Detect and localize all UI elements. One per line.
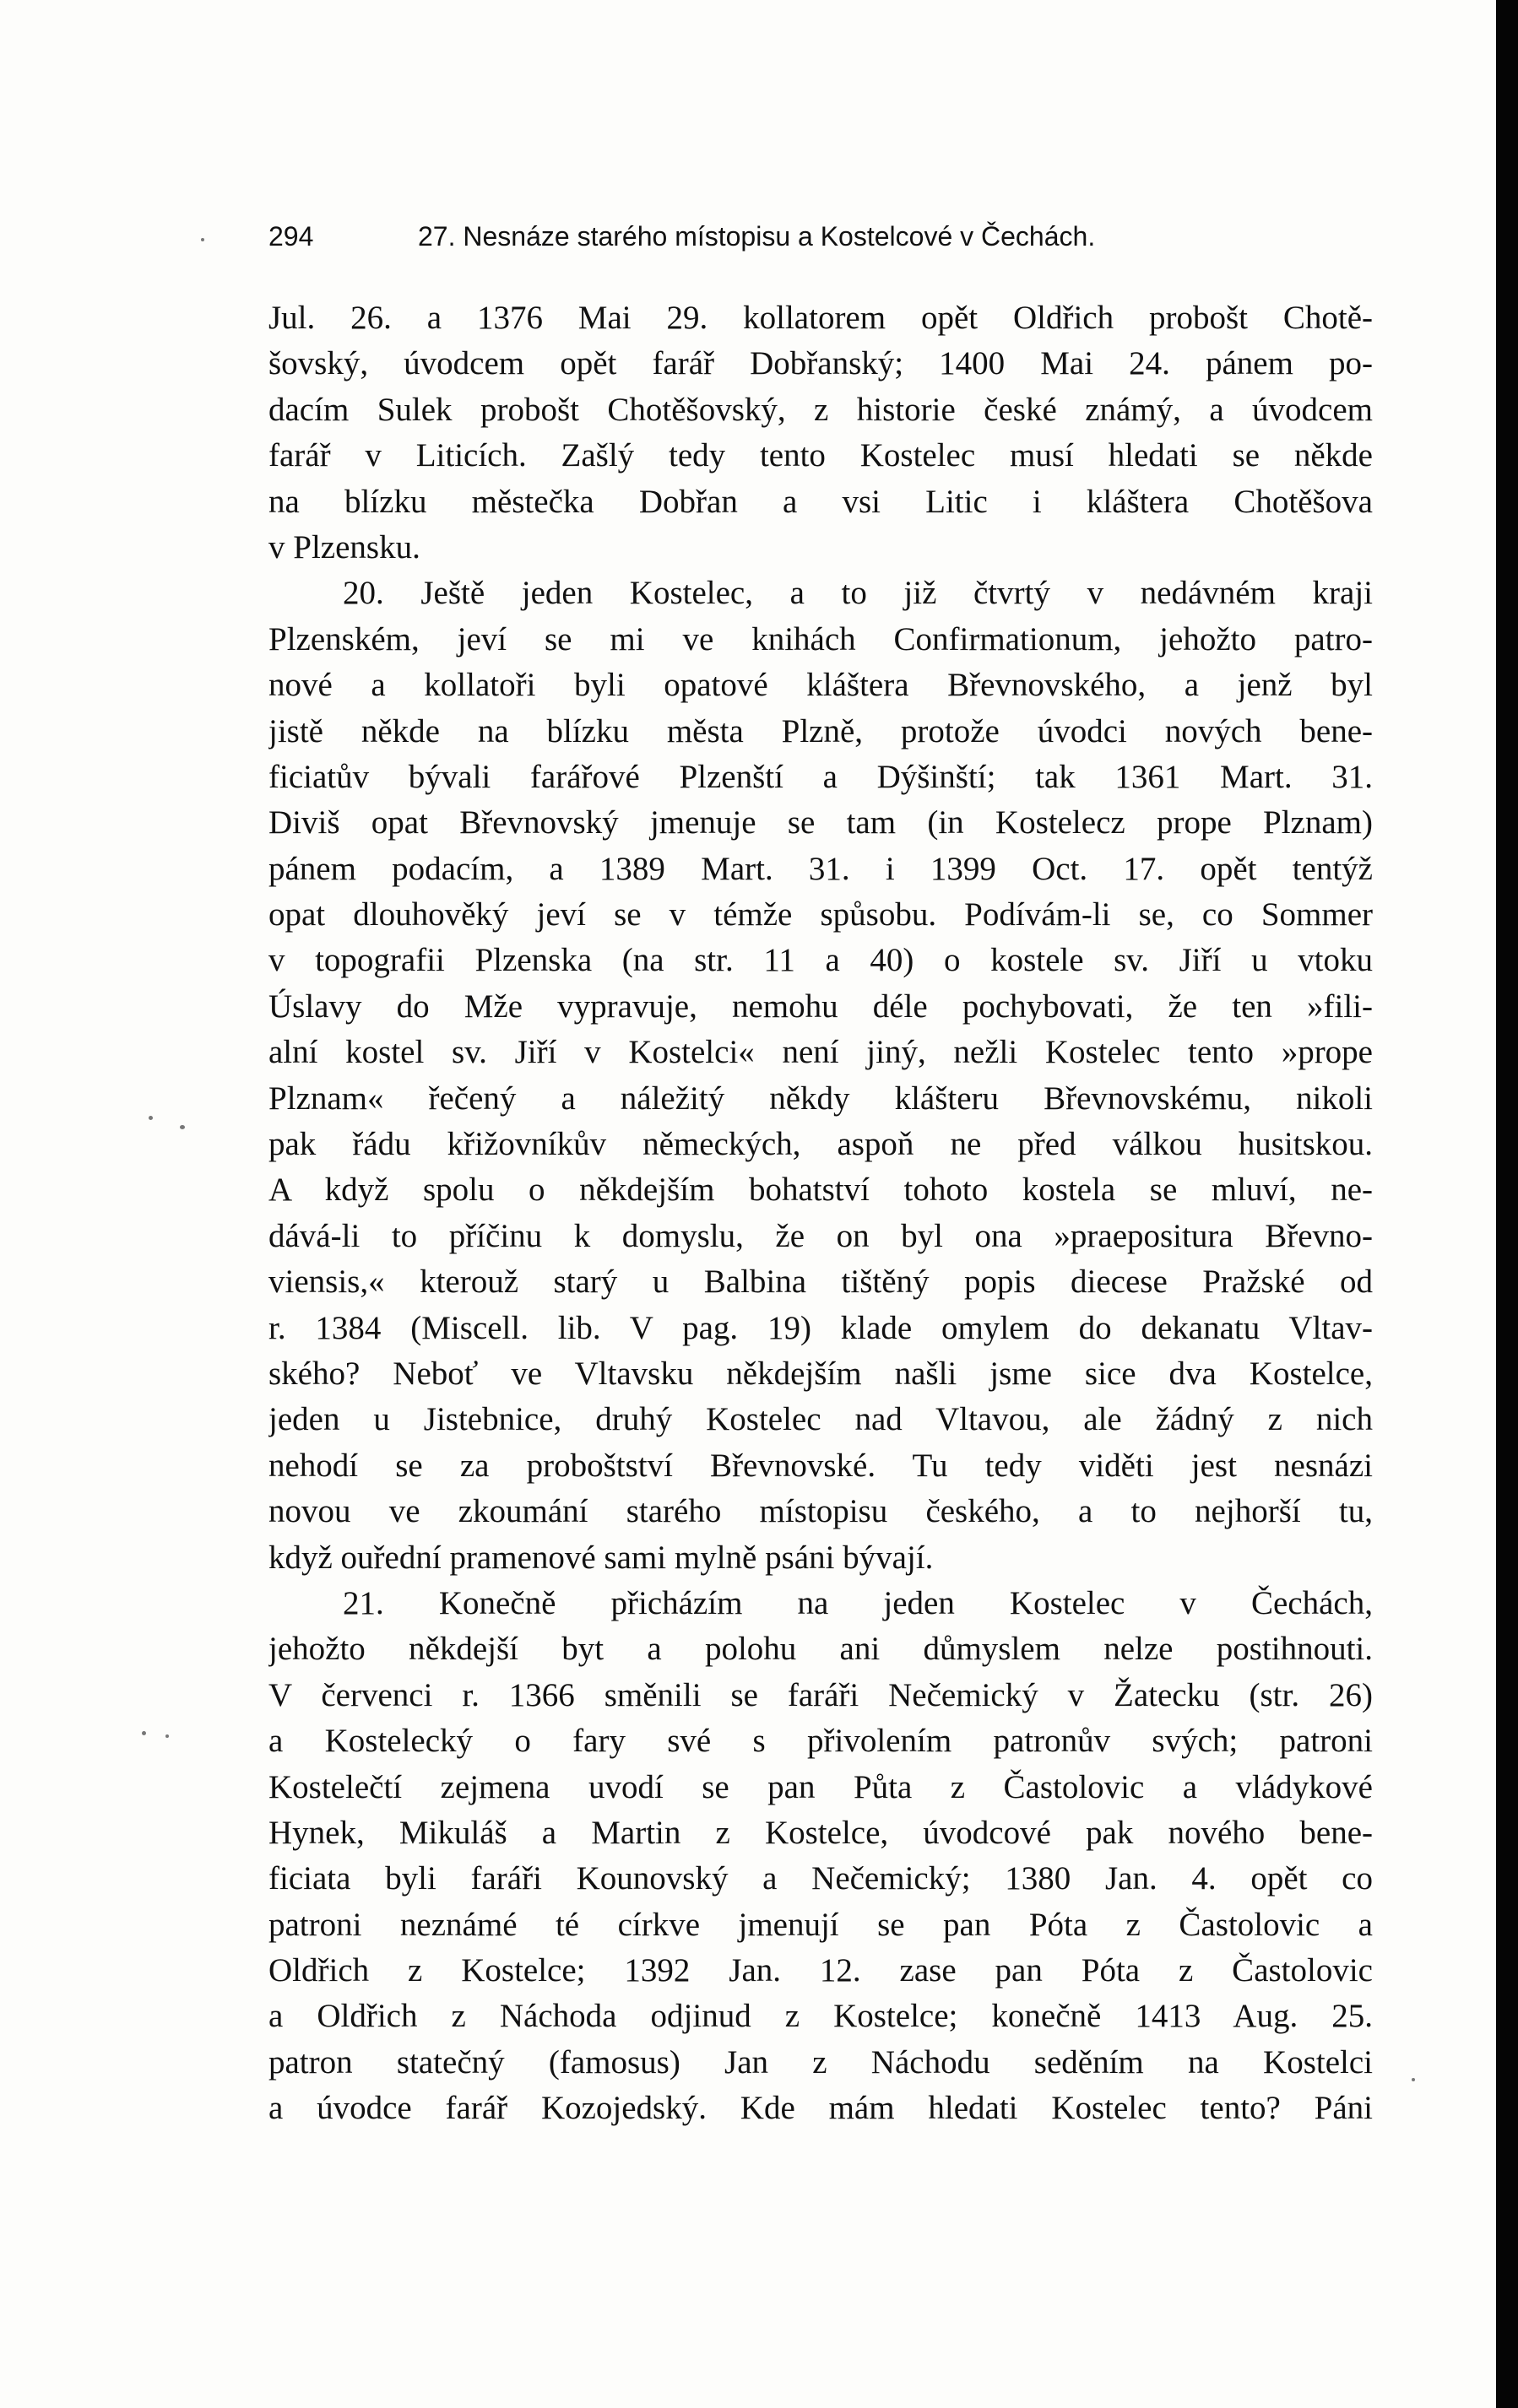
text-line: V červenci r. 1366 směnili se faráři Nečemický v Žatecku (str. 26) bbox=[268, 1676, 1373, 1713]
text-line: nehodí se za proboštství Břevnovské. Tu tedy viděti jest nesnázi bbox=[268, 1447, 1373, 1484]
text-line: když ouřední pramenové sami mylně psáni bývají. bbox=[268, 1539, 934, 1576]
text-line: pánem podacím, a 1389 Mart. 31. i 1399 Oct. 17. opět tentýž bbox=[268, 850, 1373, 887]
chapter-title: 27. Nesnáze starého místopisu a Kostelcové v Čechách. bbox=[418, 221, 1096, 252]
text-line: Plzenském, jeví se mi ve knihách Confirmationum, jehožto patro- bbox=[268, 620, 1373, 657]
text-line: farář v Liticích. Zašlý tedy tento Kostelec musí hledati se někde bbox=[268, 437, 1373, 474]
paragraph-20-start: 20. Ještě jeden Kostelec, a to již čtvrtý v nedávném kraji bbox=[343, 575, 1373, 612]
running-head bbox=[268, 221, 1214, 262]
text-line: jeden u Jistebnice, druhý Kostelec nad Vltavou, ale žádný z nich bbox=[268, 1401, 1373, 1438]
scan-speck bbox=[201, 238, 204, 241]
text-line: pak řádu křižovníkův německých, aspoň ne před válkou husitskou. bbox=[268, 1126, 1373, 1163]
scan-speck bbox=[142, 1731, 146, 1735]
scan-speck bbox=[165, 1734, 169, 1738]
text-line: a Oldřich z Náchoda odjinud z Kostelce; konečně 1413 Aug. 25. bbox=[268, 1998, 1373, 2035]
scan-border bbox=[1496, 0, 1518, 2408]
text-line: Plznam« řečený a náležitý někdy klášteru Břevnovskému, nikoli bbox=[268, 1080, 1373, 1117]
text-line: nové a kollatoři byli opatové kláštera Břevnovského, a jenž byl bbox=[268, 667, 1373, 704]
text-line: jistě někde na blízku města Plzně, protože úvodci nových bene- bbox=[268, 712, 1373, 749]
text-line: a Kostelecký o fary své s přivolením patronův svých; patroni bbox=[268, 1723, 1373, 1760]
text-line: Hynek, Mikuláš a Martin z Kostelce, úvodcové pak nového bene- bbox=[268, 1814, 1373, 1851]
scan-speck bbox=[149, 1116, 153, 1120]
text-line: ficiatův bývali farářové Plzenští a Dýšinští; tak 1361 Mart. 31. bbox=[268, 758, 1373, 795]
body-text bbox=[268, 295, 1373, 2132]
text-line: dává-li to příčinu k domyslu, že on byl ona »praepositura Břevno- bbox=[268, 1217, 1373, 1254]
text-line: v topografii Plzenska (na str. 11 a 40) o kostele sv. Jiří u vtoku bbox=[268, 942, 1373, 979]
text-line: jehožto někdejší byt a polohu ani důmyslem nelze postihnouti. bbox=[268, 1631, 1373, 1668]
text-line: a úvodce farář Kozojedský. Kde mám hledati Kostelec tento? Páni bbox=[268, 2090, 1373, 2127]
text-line: patroni neznámé té církve jmenují se pan Póta z Častolovic a bbox=[268, 1906, 1373, 1943]
text-line: Jul. 26. a 1376 Mai 29. kollatorem opět Oldřich probošt Chotě- bbox=[268, 300, 1373, 336]
text-line: Kostelečtí zejmena uvodí se pan Půta z Častolovic a vládykové bbox=[268, 1768, 1373, 1805]
text-line: opat dlouhověký jeví se v témže spůsobu. Podívám-li se, co Sommer bbox=[268, 896, 1373, 933]
text-line: Oldřich z Kostelce; 1392 Jan. 12. zase pan Póta z Častolovic bbox=[268, 1952, 1373, 1989]
text-line: ského? Neboť ve Vltavsku někdejším našli jsme sice dva Kostelce, bbox=[268, 1355, 1373, 1392]
text-line: dacím Sulek probošt Chotěšovský, z historie české známý, a úvodcem bbox=[268, 391, 1373, 428]
paragraph-21-start: 21. Konečně přicházím na jeden Kostelec v Čechách, bbox=[343, 1584, 1373, 1621]
scan-speck bbox=[1412, 2078, 1415, 2081]
text-line: v Plzensku. bbox=[268, 528, 420, 565]
text-line: A když spolu o někdejším bohatství tohoto kostela se mluví, ne- bbox=[268, 1172, 1373, 1209]
text-line: šovský, úvodcem opět farář Dobřanský; 1400 Mai 24. pánem po- bbox=[268, 345, 1373, 382]
text-line: alní kostel sv. Jiří v Kostelci« není jiný, nežli Kostelec tento »prope bbox=[268, 1034, 1373, 1071]
text-line: na blízku městečka Dobřan a vsi Litic i kláštera Chotěšova bbox=[268, 483, 1373, 520]
text-line: r. 1384 (Miscell. lib. V pag. 19) klade omylem do dekanatu Vltav- bbox=[268, 1309, 1373, 1346]
scan-speck bbox=[180, 1125, 185, 1129]
text-line: ficiata byli faráři Kounovský a Nečemický; 1380 Jan. 4. opět co bbox=[268, 1860, 1373, 1897]
text-line: Úslavy do Mže vypravuje, nemohu déle pochybovati, že ten »fili- bbox=[268, 988, 1373, 1025]
text-line: patron statečný (famosus) Jan z Náchodu seděním na Kostelci bbox=[268, 2043, 1373, 2081]
page-number: 294 bbox=[268, 221, 314, 252]
text-line: novou ve zkoumání starého místopisu českého, a to nejhorší tu, bbox=[268, 1493, 1373, 1530]
text-line: Diviš opat Břevnovský jmenuje se tam (in Kostelecz prope Plznam) bbox=[268, 804, 1373, 841]
text-line: viensis,« kterouž starý u Balbina tištěný popis diecese Pražské od bbox=[268, 1264, 1373, 1301]
